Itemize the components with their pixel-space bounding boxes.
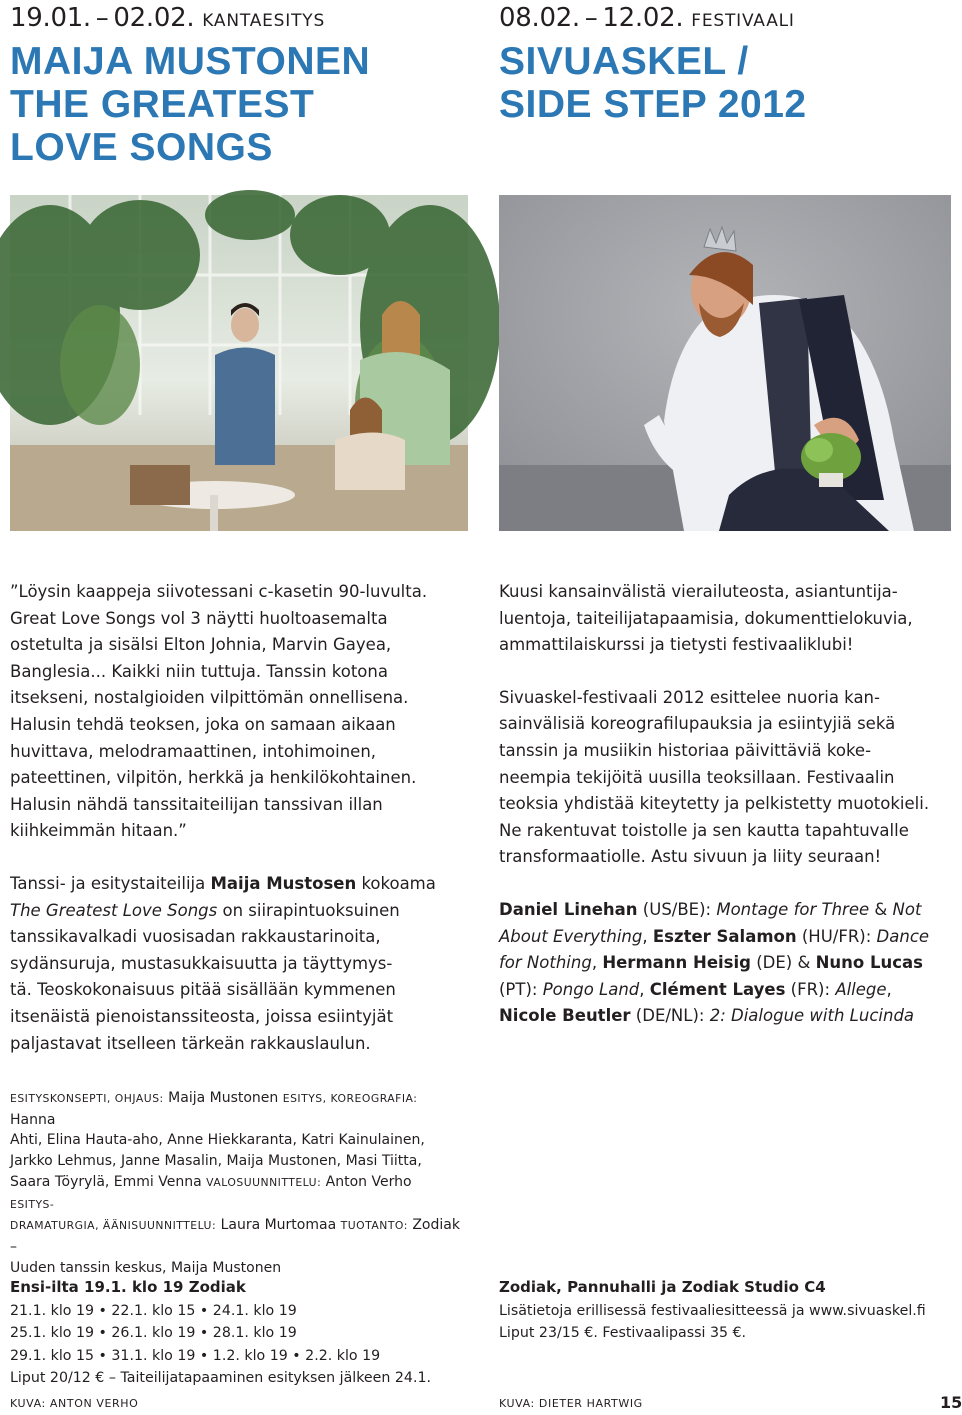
intro-line: luentoja, taiteilijatapaamisia, dokumenttielokuvia,	[499, 608, 913, 628]
left-quote	[10, 579, 472, 845]
quote-line: huvittava, melodramaattinen, intohimoinen,	[10, 741, 377, 761]
right-title-line: SIDE STEP 2012	[499, 83, 807, 126]
artist-country: (US/BE):	[637, 899, 717, 919]
artist-name: Nicole Beutler	[499, 1006, 631, 1026]
desc-line: tanssin ja musiikin historiaa päivittäviä koke-	[499, 740, 872, 760]
desc-line: Sivuaskel-festivaali 2012 esittelee nuoria kan-	[499, 687, 880, 707]
desc-text: on siirapintuoksuinen	[217, 900, 400, 920]
right-artists	[499, 897, 961, 1030]
desc-line: itsenäistä pienoistanssiteosta, joissa esiintyjät	[10, 1006, 394, 1026]
ticket-prices: Liput 20/12 € – Taiteilijatapaaminen esityksen jälkeen 24.1.	[10, 1370, 431, 1386]
work-title: Allege	[835, 979, 887, 999]
right-festival-info	[499, 1276, 959, 1345]
quote-line: Banglesia... Kaikki niin tuttuja. Tanssin kotona	[10, 661, 388, 681]
credit-name: Laura Murtomaa	[220, 1217, 337, 1234]
credit-role: ESITYS-	[10, 1197, 55, 1211]
credit-name: Jarkko Lehmus, Janne Masalin, Maija Mustonen, Masi Tiitta,	[10, 1153, 422, 1170]
work-title: About Everything	[499, 926, 643, 946]
credit-name: Zodiak –	[10, 1217, 460, 1255]
desc-line: sainvälisiä koreografilupauksia ja esiintyjiä sekä	[499, 714, 896, 734]
left-photo-credit: KUVA: ANTON VERHO	[10, 1397, 139, 1410]
artist-name: Hermann Heisig	[602, 953, 751, 973]
work-title: The Greatest Love Songs	[10, 900, 218, 920]
desc-line: Ne rakentuvat toistolle ja sen kautta tapahtuvalle	[499, 820, 909, 840]
quote-line: kiihkeimmän hitaan.”	[10, 821, 187, 841]
right-dateline	[499, 3, 795, 36]
credit-name: Anton Verho	[325, 1173, 412, 1190]
left-date: 19.01. – 02.02.	[10, 3, 195, 33]
left-category: KANTAESITYS	[202, 11, 326, 31]
right-photo-credit: KUVA: DIETER HARTWIG	[499, 1397, 643, 1410]
quote-line: itsekseni, nostalgioiden vilpittömän onnellisena.	[10, 688, 409, 708]
work-title: Montage for Three	[716, 899, 870, 919]
separator: ,	[642, 926, 653, 946]
artist-country: (PT):	[499, 979, 543, 999]
artist-name: Eszter Salamon	[652, 926, 797, 946]
quote-line: ostetulta ja sisälsi Elton Johnia, Marvin Gayea,	[10, 635, 392, 655]
quote-line: Halusin tehdä teoksen, joka on samaan aikaan	[10, 714, 396, 734]
artist-country: (HU/FR):	[796, 926, 877, 946]
right-body	[499, 579, 961, 1056]
separator: &	[869, 899, 893, 919]
venue: Zodiak, Pannuhalli ja Zodiak Studio C4	[499, 1278, 826, 1296]
intro-line: ammattilaiskurssi ja tietysti festivaaliklubi!	[499, 635, 854, 655]
work-title: Pongo Land	[542, 979, 640, 999]
credit-name: Ahti, Elina Hauta-aho, Anne Hiekkaranta, Katri Kainulainen,	[10, 1132, 425, 1149]
artist-name: Maija Mustosen	[210, 873, 357, 893]
right-title	[499, 40, 807, 126]
more-info: Lisätietoja erillisessä festivaaliesitteessä ja www.sivuaskel.fi	[499, 1302, 926, 1319]
credit-role: ESITYS, KOREOGRAFIA:	[282, 1092, 418, 1105]
quote-line: pateettinen, vilpitön, herkkä ja henkilökohtainen.	[10, 768, 417, 788]
work-title: Not	[892, 899, 922, 919]
desc-line: teoksia yhdistää kiteytetty ja pelkistetty muotokieli.	[499, 794, 930, 814]
right-photo	[499, 195, 951, 531]
left-title-line: MAIJA MUSTONEN	[10, 40, 371, 83]
right-intro	[499, 579, 961, 659]
credit-role: ESITYSKONSEPTI, OHJAUS:	[10, 1092, 164, 1105]
premiere: Ensi-ilta 19.1. klo 19 Zodiak	[10, 1278, 246, 1296]
desc-text: kokoama	[356, 873, 436, 893]
artist-country: (DE/NL):	[630, 1006, 710, 1026]
artist-name: Nuno Lucas	[815, 953, 923, 973]
quote-line: ”Löysin kaappeja siivotessani c-kasetin 90-luvulta.	[10, 582, 428, 601]
left-title-line: LOVE SONGS	[10, 126, 273, 169]
left-body	[10, 579, 472, 1083]
credit-name: Maija Mustonen	[168, 1090, 279, 1106]
desc-line: paljastavat itselleen tärkeän rakkauslaulun.	[10, 1033, 371, 1053]
right-category: FESTIVAALI	[691, 11, 795, 31]
credit-role: TUOTANTO:	[340, 1219, 408, 1233]
work-title: Dance	[876, 926, 930, 946]
desc-line: tä. Teoskokonaisuus pitää sisällään kymmenen	[10, 980, 396, 1000]
credit-role: DRAMATURGIA, ÄÄNISUUNNITTELU:	[10, 1219, 217, 1233]
left-title	[10, 40, 370, 169]
desc-line: transformaatiolle. Astu sivuun ja liity seuraan!	[499, 847, 882, 867]
artist-country: (DE) &	[750, 953, 816, 973]
separator: ,	[886, 979, 892, 999]
quote-line: Halusin nähdä tanssitaiteilijan tanssivan illan	[10, 794, 383, 814]
credit-role: VALOSUUNNITTELU:	[206, 1175, 322, 1189]
show-dates: 25.1. klo 19 • 26.1. klo 19 • 28.1. klo 19	[10, 1325, 297, 1341]
desc-line: sydänsuruja, mustasukkaisuutta ja täyttymys-	[10, 953, 393, 973]
left-credits	[10, 1088, 460, 1278]
show-dates: 29.1. klo 15 • 31.1. klo 19 • 1.2. klo 19 • 2.2. klo 19	[10, 1347, 381, 1364]
separator: ,	[639, 979, 650, 999]
work-title: for Nothing	[499, 953, 592, 973]
left-dateline	[10, 3, 325, 36]
show-dates: 21.1. klo 19 • 22.1. klo 15 • 24.1. klo 19	[10, 1302, 297, 1319]
intro-line: Kuusi kansainvälistä vierailuteosta, asiantuntija-	[499, 582, 898, 601]
quote-line: Great Love Songs vol 3 näytti huoltoasemalta	[10, 608, 388, 628]
separator: ,	[591, 953, 603, 973]
credit-name: Uuden tanssin keskus, Maija Mustonen	[10, 1259, 282, 1276]
page-number: 15	[940, 1393, 962, 1412]
ticket-prices: Liput 23/15 €. Festivaalipassi 35 €.	[499, 1325, 747, 1341]
right-title-line: SIVUASKEL /	[499, 40, 749, 83]
left-performance-info	[10, 1276, 470, 1390]
artist-country: (FR):	[785, 979, 836, 999]
credit-name: Saara Töyrylä, Emmi Venna	[10, 1173, 202, 1190]
right-description	[499, 685, 961, 871]
credit-name: Hanna	[10, 1111, 56, 1128]
left-description	[10, 871, 472, 1057]
left-photo	[10, 195, 468, 531]
artist-name: Daniel Linehan	[499, 899, 638, 919]
desc-line: tanssikavalkadi vuosisadan rakkaustarinoita,	[10, 927, 381, 947]
left-title-line: THE GREATEST	[10, 83, 315, 126]
desc-text: Tanssi- ja esitystaiteilija	[10, 873, 211, 893]
artist-name: Clément Layes	[649, 979, 786, 999]
desc-line: neempia tekijöitä uusilla teoksillaan. Festivaalin	[499, 767, 895, 787]
work-title: 2: Dialogue with Lucinda	[709, 1006, 915, 1026]
right-date: 08.02. – 12.02.	[499, 3, 684, 33]
